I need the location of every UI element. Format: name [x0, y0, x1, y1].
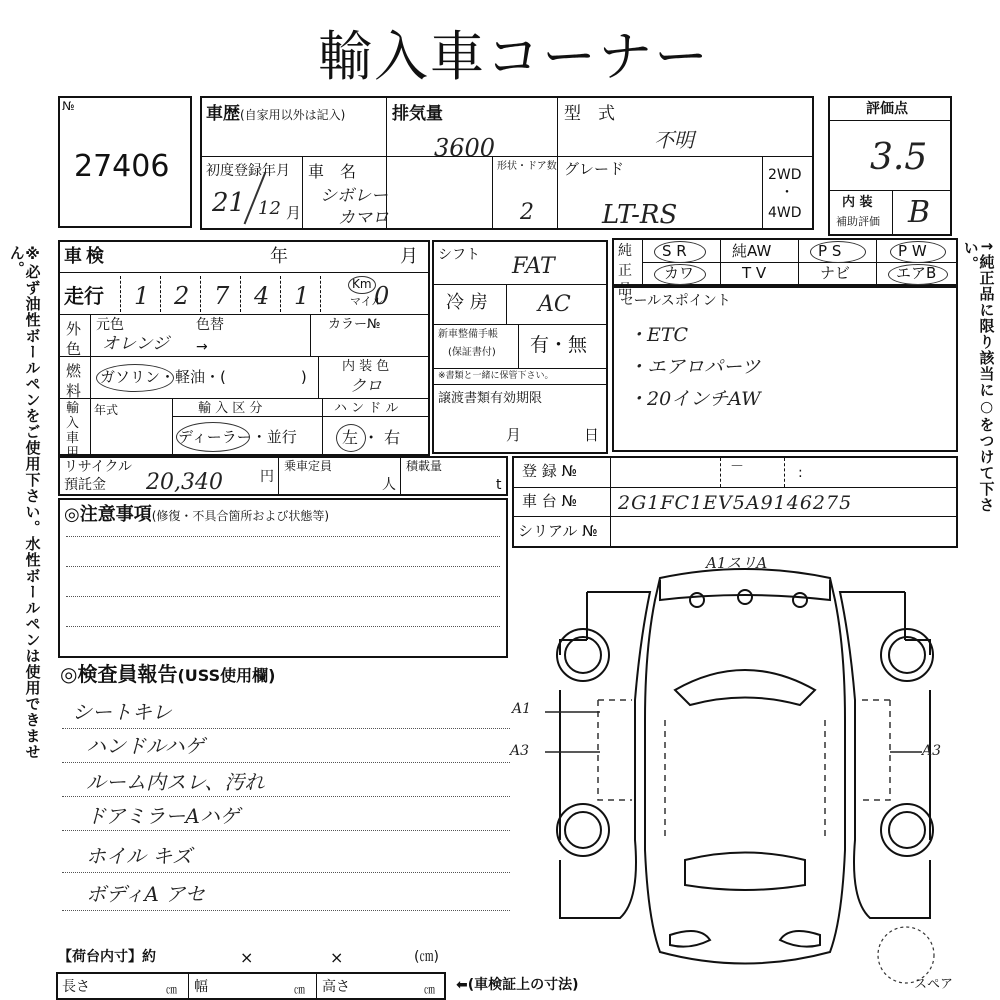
int-color-value: クロ	[350, 376, 383, 395]
cargo-unit: (㎝)	[414, 949, 439, 965]
notes-label: ◎注意事項(修復・不具合箇所および状態等)	[64, 504, 330, 525]
cargo-length-label: 長さ	[62, 979, 90, 995]
first-reg-label: 初度登録年月	[206, 163, 290, 179]
color-orig-value: オレンジ	[102, 334, 170, 354]
grade-value: LT-RS	[602, 200, 678, 230]
color-orig-label: 元色	[96, 317, 124, 333]
manual-label1: 新車整備手帳	[438, 329, 498, 340]
mileage-digit-5: 1	[294, 282, 310, 310]
fuel-options: ガソリン・軽油・( )	[100, 368, 307, 386]
genuine-navi: ナビ	[820, 264, 851, 282]
cargo-height-label: 高さ	[322, 979, 350, 995]
genuine-sr: S R	[662, 242, 687, 260]
shaken-label: 車検	[64, 246, 108, 267]
inspector-line-6: ボディA アセ	[86, 882, 206, 906]
handle-value: 左 ・ 右	[342, 428, 401, 447]
page-title: 輸入車コーナー	[318, 25, 710, 88]
color-changed-label: 色替	[196, 317, 224, 333]
sales-point-1: ・ETC	[628, 324, 689, 346]
sales-points-label: セールスポイント	[620, 293, 731, 309]
shaken-year: 年	[270, 246, 288, 267]
inspector-line-2: ハンドルハゲ	[86, 734, 205, 758]
registration-label: 登 録 №	[522, 462, 578, 480]
load-label: 積載量	[406, 459, 443, 473]
displacement-label: 排気量	[392, 104, 443, 124]
interior-score-label1: 内 装	[842, 195, 873, 210]
genuine-aw: 純AW	[732, 242, 772, 260]
cargo-label: 【荷台内寸】約	[58, 949, 156, 965]
vehicle-info-box	[200, 96, 814, 230]
cargo-width-unit: ㎝	[294, 983, 305, 996]
fuel-side-label: 燃料	[66, 362, 82, 400]
score-label: 評価点	[866, 101, 908, 117]
registration-box	[512, 456, 958, 548]
score-box	[828, 96, 952, 236]
spare-label: スペア	[914, 977, 954, 992]
drive-sep: ・	[780, 185, 794, 201]
import-class-value: ディーラー・並行	[178, 428, 297, 446]
cargo-x1: ×	[240, 948, 254, 967]
genuine-airbag: エアB	[896, 264, 937, 282]
right-side-note: ↑純正品に限り該当に○をつけて下さい。	[961, 240, 996, 513]
manual-value: 有・無	[530, 334, 588, 356]
cargo-height-unit: ㎝	[424, 983, 435, 996]
recycle-box	[58, 456, 508, 496]
registration-colon: :	[798, 465, 803, 481]
sales-points-box	[612, 286, 958, 452]
shift-value: FAT	[512, 254, 555, 279]
inspector-label: ◎検査員報告(USS使用欄)	[60, 662, 276, 686]
cargo-length-unit: ㎝	[166, 983, 177, 996]
genuine-box	[612, 238, 958, 299]
genuine-pw: P W	[898, 242, 927, 260]
handle-label: ハ ン ド ル	[334, 401, 399, 416]
mileage-digit-1: 1	[134, 282, 150, 310]
car-name-line1: シボレー	[320, 186, 388, 206]
transfer-label: 譲渡書類有効期限	[438, 391, 543, 406]
model-label: 型 式	[564, 104, 615, 124]
drive-4wd: 4WD	[768, 205, 802, 221]
genuine-leather: カワ	[664, 264, 695, 282]
sales-point-2: ・エアロパーツ	[628, 356, 761, 378]
mileage-digit-2: 2	[174, 282, 190, 310]
cargo-x2: ×	[330, 948, 344, 967]
load-unit: t	[496, 477, 502, 493]
inspector-line-3: ルーム内スレ、汚れ	[86, 770, 265, 794]
ac-label: 冷 房	[446, 292, 488, 313]
diagram-mark-top: A1スリA	[706, 554, 768, 572]
capacity-label: 乗車定員	[284, 459, 333, 473]
mileage-label: 走行	[64, 284, 104, 308]
sales-point-3: ・20インチAW	[628, 388, 761, 410]
recycle-label1: リサイクル	[64, 459, 133, 475]
diagram-mark-left1: A1	[512, 701, 532, 717]
inspection-box	[58, 240, 430, 461]
import-side-label: 輸入車用	[66, 401, 80, 461]
diagram-mark-right: A3	[922, 743, 942, 759]
mileage-digit-6: 0	[374, 282, 390, 310]
mileage-unit-mile: マイル	[350, 295, 383, 308]
mileage-unit-km: Km	[352, 277, 372, 291]
model-value: 不明	[654, 128, 694, 152]
spec-box	[432, 240, 608, 454]
import-class-label: 輸 入 区 分	[198, 401, 263, 416]
transfer-day: 日	[584, 426, 600, 444]
left-side-note: ※必ず油性ボールペンをご使用下さい。水性ボールペンは使用できません。	[7, 245, 42, 760]
manual-note: ※書類と一緒に保管下さい。	[438, 371, 554, 381]
mileage-digit-4: 4	[254, 282, 270, 310]
cargo-dims-box	[56, 972, 446, 1000]
serial-label: シリアル №	[518, 522, 598, 540]
transfer-month: 月	[506, 426, 522, 444]
color-arrow: →	[196, 339, 208, 355]
genuine-label: 純正品	[618, 243, 632, 299]
chassis-value: 2G1FC1EV5A9146275	[618, 492, 853, 514]
score-value: 3.5	[870, 137, 928, 178]
doors-label: 形状・ドア数	[497, 161, 557, 172]
color-side-label: 外色	[66, 320, 82, 358]
genuine-tv: T V	[742, 264, 767, 282]
lot-number: 27406	[74, 149, 170, 184]
inspector-line-4: ドアミラーAハゲ	[86, 804, 240, 828]
recycle-unit: 円	[260, 469, 274, 485]
recycle-value: 20,340	[146, 470, 223, 495]
genuine-ps: P S	[818, 242, 842, 260]
grade-label: グレード	[564, 160, 625, 178]
first-reg-month: 12	[258, 198, 281, 219]
mileage-digit-3: 7	[214, 282, 230, 310]
inspector-line-1: シートキレ	[72, 700, 172, 724]
lot-label: №	[62, 99, 75, 113]
interior-score-value: B	[908, 195, 931, 230]
inspector-line-5: ホイル キズ	[86, 844, 192, 868]
import-year-label: 年式	[94, 403, 119, 417]
car-name-label: 車 名	[308, 162, 357, 181]
recycle-label2: 預託金	[64, 477, 106, 493]
car-name-line2: カマロ	[338, 208, 389, 228]
registration-dash: －	[730, 459, 744, 475]
history-label: 車歴(自家用以外は記入)	[206, 104, 346, 124]
diagram-mark-left2: A3	[510, 743, 530, 759]
shaken-month: 月	[400, 246, 418, 267]
displacement-value: 3600	[434, 134, 496, 162]
cargo-note: ⬅(車検証上の寸法)	[456, 977, 579, 993]
capacity-unit: 人	[382, 477, 396, 493]
interior-score-label2: 補助評価	[836, 215, 880, 228]
first-reg-month-unit: 月	[286, 204, 302, 222]
manual-label2: (保証書付)	[448, 347, 496, 358]
drive-2wd: 2WD	[768, 167, 802, 183]
shift-label: シフト	[438, 247, 480, 263]
doors-value: 2	[520, 200, 534, 225]
first-reg-year: 21	[212, 188, 246, 218]
lot-box	[58, 96, 192, 228]
notes-box	[58, 498, 508, 658]
ac-value: AC	[538, 292, 571, 317]
chassis-label: 車 台 №	[522, 492, 578, 510]
cargo-width-label: 幅	[194, 979, 208, 995]
int-color-label: 内 装 色	[342, 359, 390, 374]
color-code-label: カラー№	[328, 317, 381, 332]
